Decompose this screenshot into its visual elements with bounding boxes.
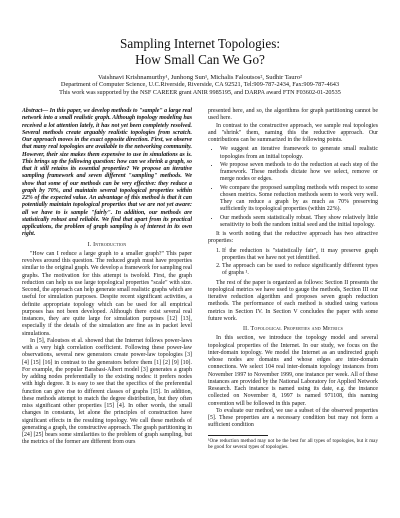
paragraph: In contrast to the constructive approach, we sample real topologies and "shrink" them, naming this the reductive approach. Our contributions can be summarized in the following points. <box>208 122 378 143</box>
paragraph: In this section, we introduce the topology model and several topological properties of the Internet. In our study, we focus on the inter-domain topology. We model the Internet as an undirected graph whose nodes are domains and whose edges are inter-domain connections. We select 104 real inter-domain topology instances from November 1997 to November 1999, one instance per week. All of these instances are provided by the National Laboratory for Applied Network Research. Each instance is named using its date, e.g. the instance collected on November 8, 1997 is named 971108, this naming convention will be followed in this paper. <box>208 335 378 407</box>
paragraph: In [5], Faloutsos et al. showed that the Internet follows power-laws with a very high correlation coefficient. Following these power-law observations, several new generators create power-law topologies [3] [4] [15] [16] in contrast to the generators before them [1] [2] [9] [10]. For example, the popular Barabasi-Albert model [3] generates a graph by adding nodes preferentially to the existing nodes: it prefers nodes with high degree. It is easy to see that the specifics of the preferential function can give rise to different classes of graphs [15]. In addition, these methods attempt to match the degree distribution, but they often miss significant other properties [15] [4]. In other words, the small changes in constants, let alone the principles of construction have significant effects in the resulting topology. We call these methods of generating a graph, the constructive approach. The graph partitioning in [24] [25] bears some similarities to the problem of graph sampling, but the metrics of the former are different from ours <box>22 337 192 446</box>
left-column <box>22 108 192 447</box>
title-line-2: How Small Can We Go? <box>135 52 265 67</box>
funding-note: This work was supported by the NSF CAREER grant ANIR 9985195, and DARPA award FTN F03602-01-20535 <box>59 89 341 96</box>
paragraph: "How can I reduce a large graph to a smaller graph?" This paper revolves around this question. The reduced graph must have properties similar to the original graph. We develop a framework for sampling real graphs. The motivation for this attempt is twofold. First, the graph reduction can help us use large topological properties "scale" with size. Second, the approach can help generate small realistic graphs which are useful for simulation purposes. Despite recent significant activities, a definite appropriate topology which can be used for all empirical purposes has not been developed. Although there exist several real instances, they are quite large for simulation purposes [12] [13], especially if the details of the simulation are fine as in packet level simulations. <box>22 250 192 337</box>
contribution-list <box>208 146 378 229</box>
paragraph: It is worth noting that the reductive approach has two attractive properties: <box>208 231 378 245</box>
list-item: • Our methods seem statistically robust. They show relatively little sensitivity to both the random initial seed and the initial topology. <box>220 215 378 230</box>
paragraph: The rest of the paper is organized as follows: Section II presents the topological metrics we have used to gauge the methods, Section III our iterative reduction algorithm and proposes seven graph reduction methods. The performance of each method is studied using various metrics in Section IV. In Section V concludes the paper with some future work. <box>208 279 378 322</box>
affiliation: Department of Computer Science, U.C.Riverside, Riverside, CA 92521, Tel:909-787-2434, Fax:909-787-4643 <box>60 81 340 88</box>
paper-title <box>40 36 360 68</box>
property-list <box>208 248 378 278</box>
list-item: 1. If the reduction is "statistically fair", it may preserve graph properties that we have not yet identified. <box>222 248 378 263</box>
section-heading-introduction: I. Introduction <box>87 241 127 248</box>
abstract: Abstract— In this paper, we develop methods to "sample" a large real network into a small realistic graph. Although topology modeling has received a lot attention lately, it has not yet been completely resolved. Several methods create arguably realistic topologies from scratch. Our approach moves in the exact opposite direction. First, we observe that many real topologies are available to the networking community. However, their size makes them expensive to use in simulations as is. This brings up the following question: how can we shrink a graph, so that it still retains its essential properties? We propose an iterative sampling framework and seven different "sampling" methods. We show that some of our methods can be very effective: they reduce a graph by 70%, and maintain several topological properties within 22% of the expected value. An advantage of this method is that it can potentially maintain topological properties that we are not yet aware: all we have to is sample "fairly". In addition, our methods are statistically robust and reliable. We find that apart from its practical applications, the problem of graph sampling is of interest in its own right. <box>22 108 192 238</box>
list-item: 2. The approach can be used to reduce significantly different types of graphs ¹. <box>222 263 378 278</box>
section-heading-topological-properties: II. Topological Properties and Metrics <box>243 326 343 332</box>
author-list: Vaishnavi Krishnamurthy¹, Junhong Sun¹, Michalis Faloutsos², Sudhir Tauro² <box>97 74 303 81</box>
list-item: • We propose seven methods to do the reduction at each step of the framework. These methods dictate how we select, remove or merge nodes or edges. <box>220 162 378 184</box>
footnote: ¹One reduction method may not be the best for all types of topologies, but it may be good for several types of topologies. <box>208 437 378 450</box>
footnote-divider <box>208 435 268 436</box>
right-column <box>208 108 378 450</box>
title-line-1: Sampling Internet Topologies: <box>120 36 280 51</box>
list-item: • We suggest an iterative framework to generate small realistic topologies from an initial topology. <box>220 146 378 161</box>
paragraph: presented here, and so, the algorithms for graph partitioning cannot be used here. <box>208 108 378 122</box>
paragraph: To evaluate our method, we use a subset of the observed properties [5]. These properties are a necessary condition but may not form a sufficient condition <box>208 407 378 429</box>
list-item: • We compare the proposed sampling methods with respect to some chosen metrics. Some reduction methods seem to work very well. They can reduce a graph by as much as 70% preserving sufficiently its topological properties (within 22%). <box>220 185 378 214</box>
